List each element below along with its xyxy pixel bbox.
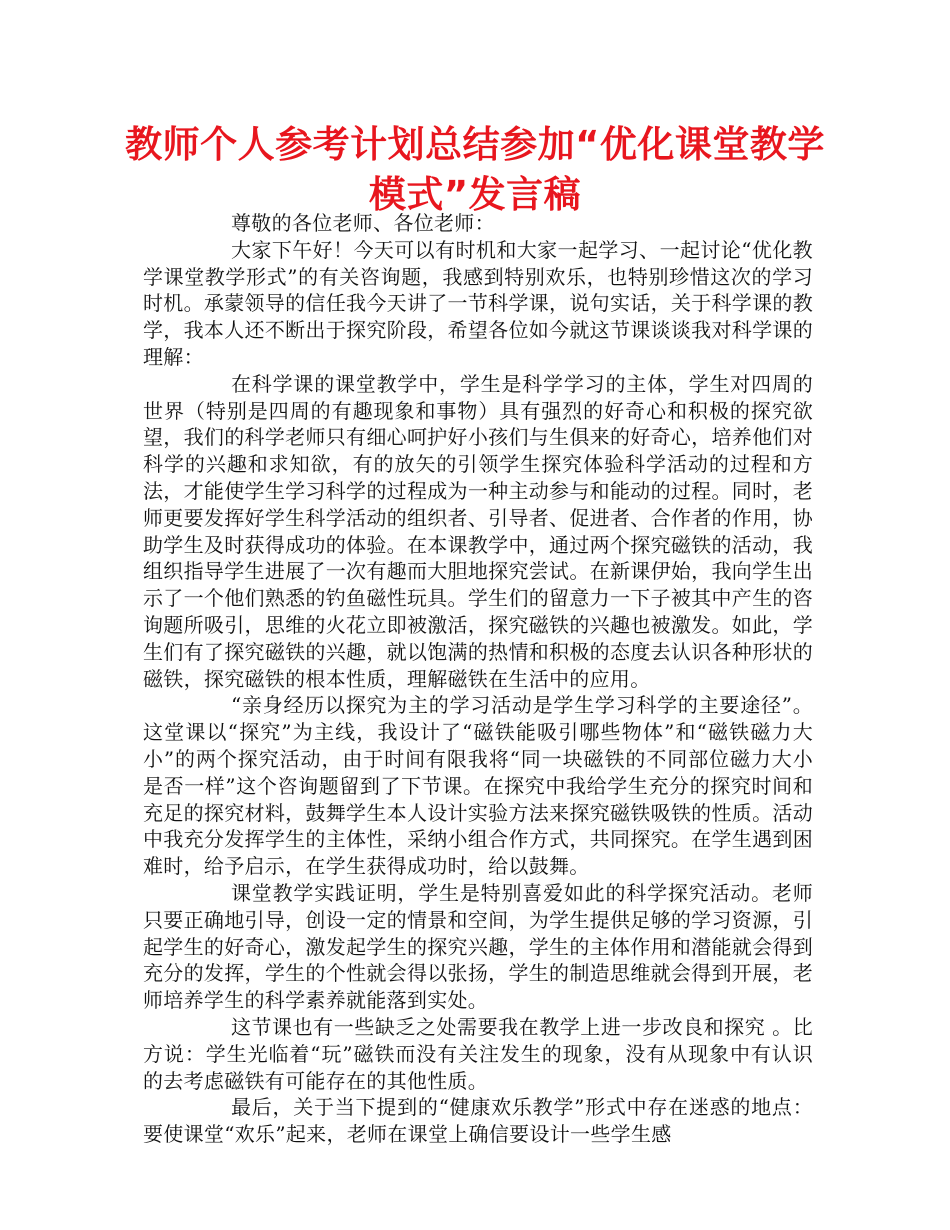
paragraph-3: “亲身经历以探究为主的学习活动是学生学习科学的主要途径”。这堂课以“探究”为主线，我设计了“磁铁能吸引哪些物体”和“磁铁磁力大小”的两个探究活动，由于时间有限我将“同一块磁铁的不同部位磁力大小是否一样”这个咨询题留到了下节课。在探究中我给学生充分的探究时间和充足的探究材料，鼓舞学生本人设计实验方法来探究磁铁吸铁的性质。活动中我充分发挥学生的主体性，采纳小组合作方式，共同探究。在学生遇到困难时，给予启示，在学生获得成功时，给以鼓舞。 [143, 693, 813, 879]
paragraph-6: 最后，关于当下提到的“健康欢乐教学”形式中存在迷惑的地点：要使课堂“欢乐”起来，老师在课堂上确信要设计一些学生感 [143, 1095, 813, 1147]
paragraph-5: 这节课也有一些缺乏之处需要我在教学上进一步改良和探究 。比方说：学生光临着“玩”磁铁而没有关注发生的现象，没有从现象中有认识的去考虑磁铁有可能存在的其他性质。 [143, 1014, 813, 1093]
paragraph-2: 在科学课的课堂教学中，学生是科学学习的主体，学生对四周的世界（特别是四周的有趣现象和事物）具有强烈的好奇心和积极的探究欲望，我们的科学老师只有细心呵护好小孩们与生俱来的好奇心，培养他们对科学的兴趣和求知欲，有的放矢的引领学生探究体验科学活动的过程和方法，才能使学生学习科学的过程成为一种主动参与和能动的过程。同时，老师更要发挥好学生科学活动的组织者、引导者、促进者、合作者的作用，协助学生及时获得成功的体验。在本课教学中，通过两个探究磁铁的活动，我组织指导学生进展了一次有趣而大胆地探究尝试。在新课伊始，我向学生出示了一个他们熟悉的钓鱼磁性玩具。学生们的留意力一下子被其中产生的咨询题所吸引，思维的火花立即被激活，探究磁铁的兴趣也被激发。如此，学生们有了探究磁铁的兴趣，就以饱满的热情和积极的态度去认识各种形状的磁铁，探究磁铁的根本性质，理解磁铁在生活中的应用。 [143, 371, 813, 691]
document-body [143, 210, 813, 1148]
greeting-line: 尊敬的各位老师、各位老师： [231, 211, 495, 235]
paragraph-1: 大家下午好！今天可以有时机和大家一起学习、一起讨论“优化教学课堂教学形式”的有关咨询题，我感到特别欢乐，也特别珍惜这次的学习时机。承蒙领导的信任我今天讲了一节科学课，说句实话，关于科学课的教学，我本人还不断出于探究阶段，希望各位如今就这节课谈谈我对科学课的理解： [143, 237, 813, 369]
paragraph-4: 课堂教学实践证明，学生是特别喜爱如此的科学探究活动。老师只要正确地引导，创设一定的情景和空间，为学生提供足够的学习资源，引起学生的好奇心，激发起学生的探究兴趣，学生的主体作用和潜能就会得到充分的发挥，学生的个性就会得以张扬，学生的制造思维就会得到开展，老师培养学生的科学素养就能落到实处。 [143, 880, 813, 1013]
document-title: 教师个人参考计划总结参加“优化课堂教学模式”发言稿 [125, 123, 825, 216]
